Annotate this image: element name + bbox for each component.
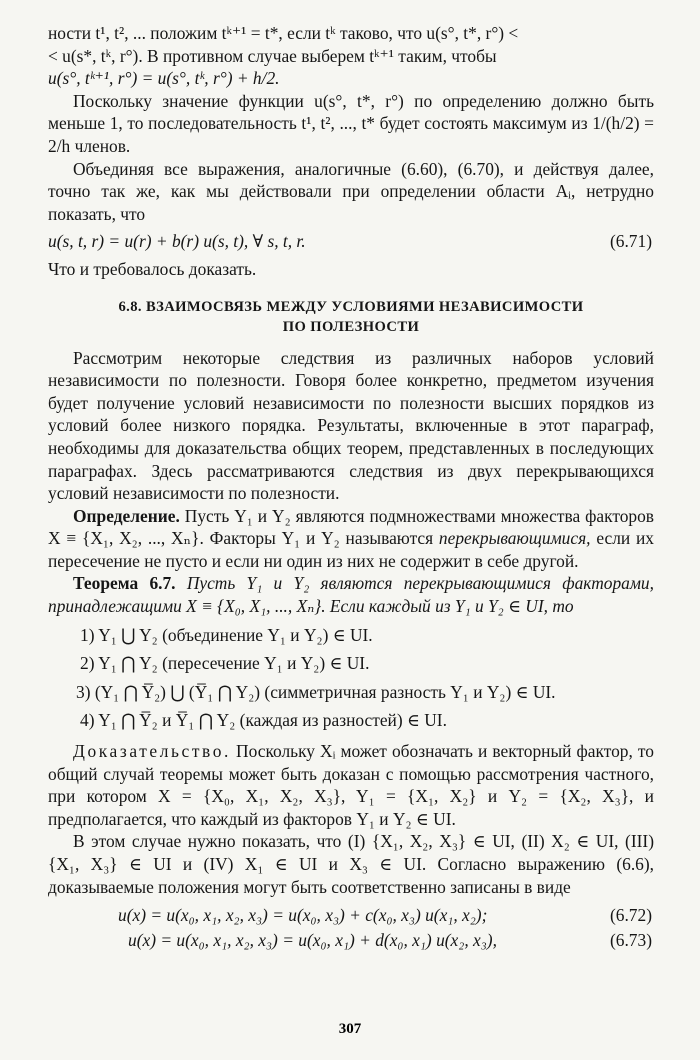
definition-text-1: Пусть Y₁ и Y₂ являются подмножествами множества факторов X ≡ {X₁, X₂, ..., Xₙ}. Факторы Y₁ и Y₂ называются	[48, 505, 654, 549]
definition-label: Определение.	[73, 505, 180, 526]
intro-line-2: < u(s*, tᵏ, r°). В противном случае выберем tᵏ⁺¹ таким, чтобы	[48, 45, 497, 66]
theorem-item-2: 2) Y₁ ⋂ Y₂ (пересечение Y₁ и Y₂) ∈ UI.	[80, 653, 370, 674]
intro-paragraph-2: Объединяя все выражения, аналогичные (6.60), (6.70), и действуя далее, точно так же, как мы действовали при определении области Aᵢ, нетрудно показать, что	[48, 158, 654, 224]
equation-6-72-number: (6.72)	[609, 905, 652, 926]
definition-term: перекрывающимися,	[438, 528, 591, 549]
proof-text-1: Поскольку Xᵢ может обозначать и векторный фактор, то общий случай теоремы может быть доказан с помощью рассмотрения частного, при котором X = {X₀, X₁, X₂, X₃}, Y₁ = {X₁, X₂} и Y₂ = {X₂, X₃}, и предполагается, что каждый из факторов Y₁ и Y₂ ∈ UI.	[48, 741, 654, 829]
theorem-text: Пусть Y₁ и Y₂ являются перекрывающимися факторами, принадлежащими X ≡ {X₀, X₁, ..., Xₙ}. Если каждый из Y₁ и Y₂ ∈ UI, то	[48, 573, 654, 617]
section-title	[48, 297, 654, 337]
proof-label: Доказательство.	[73, 741, 231, 762]
intro-line-1: ности t¹, t², ... положим tᵏ⁺¹ = t*, если tᵏ таково, что u(s°, t*, r°) <	[48, 23, 519, 43]
definition-text-2: если их пересечение не пусто и если ни один из них не содержит в себе другой.	[48, 528, 654, 571]
page-number: 307	[338, 1021, 362, 1037]
equation-unnumbered: u(s°, tᵏ⁺¹, r°) = u(s°, tᵏ, r°) + h/2.	[48, 68, 280, 89]
proof-paragraph-2: В этом случае нужно показать, что (I) {X₁, X₂, X₃} ∈ UI, (II) X₂ ∈ UI, (III) {X₁, X₃} ∈ UI и (IV) X₁ ∈ UI и X₃ ∈ UI. Согласно выражению (6.6), доказываемые положения могут быть соответственно записаны в виде	[48, 831, 654, 897]
book-page	[48, 22, 654, 1042]
section-title-line-1: 6.8. ВЗАИМОСВЯЗЬ МЕЖДУ УСЛОВИЯМИ НЕЗАВИСИМОСТИ	[118, 298, 584, 315]
equation-6-73-body: u(x) = u(x₀, x₁, x₂, x₃) = u(x₀, x₁) + d(x₀, x₁) u(x₂, x₃),	[128, 929, 497, 950]
theorem-item-3: 3) (Y₁ ⋂ Y̅₂) ⋃ (Y̅₁ ⋂ Y₂) (симметричная разность Y₁ и Y₂) ∈ UI.	[76, 681, 556, 702]
equation-6-71	[48, 230, 654, 253]
equation-6-71-body: u(s, t, r) = u(r) + b(r) u(s, t), ∀ s, t, r.	[48, 231, 306, 252]
theorem-paragraph	[48, 572, 654, 617]
equation-6-72	[48, 904, 654, 927]
equation-6-73-number: (6.73)	[609, 929, 652, 950]
qed-line: Что и требовалось доказать.	[48, 258, 257, 279]
theorem-item-4: 4) Y₁ ⋂ Y̅₂ и Y̅₁ ⋂ Y₂ (каждая из разностей) ∈ UI.	[80, 710, 447, 731]
theorem-items	[48, 624, 654, 732]
theorem-label: Теорема 6.7.	[73, 573, 176, 594]
equation-6-72-body: u(x) = u(x₀, x₁, x₂, x₃) = u(x₀, x₃) + c(x₀, x₃) u(x₁, x₂);	[118, 905, 488, 926]
proof-paragraph-1	[48, 740, 654, 830]
equation-6-71-number: (6.71)	[609, 231, 652, 252]
equation-6-73	[48, 929, 654, 952]
section-title-line-2: ПО ПОЛЕЗНОСТИ	[282, 318, 420, 335]
section-paragraph: Рассмотрим некоторые следствия из различных наборов условий независимости по полезности. Говоря более конкретно, предметом изучения будет получение условий независимости по полезности высших порядков из условий более низкого порядка. Результаты, включенные в этот параграф, необходимы для доказательства общих теорем, представленных в последующих параграфах. Здесь рассматриваются следствия из двух перекрывающихся условий независимости по полезности.	[48, 347, 654, 504]
definition-paragraph	[48, 505, 654, 573]
theorem-item-1: 1) Y₁ ⋃ Y₂ (объединение Y₁ и Y₂) ∈ UI.	[80, 624, 373, 645]
intro-paragraph-1: Поскольку значение функции u(s°, t*, r°) по определению должно быть меньше 1, то последовательность t¹, t², ..., t* будет состоять максимум из 1/(h/2) = 2/h членов.	[48, 90, 654, 156]
